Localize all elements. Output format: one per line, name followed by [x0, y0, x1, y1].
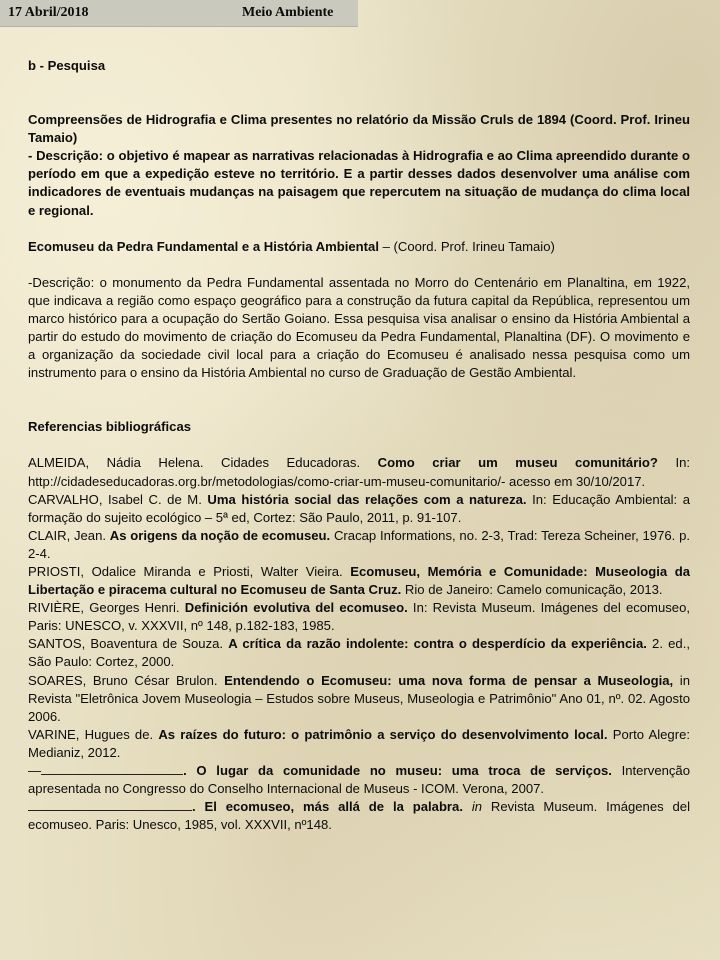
page-header	[0, 0, 358, 27]
reference-title: As origens da noção de ecomuseu.	[109, 527, 331, 543]
reference-title: Definición evolutiva del ecomuseo.	[184, 600, 408, 616]
reference-title: . El ecomuseo, más allá de la palabra.	[192, 799, 463, 815]
reference-title: A crítica da razão indolente: contra o desperdício da experiência.	[228, 636, 647, 652]
pesquisa-heading: b - Pesquisa	[28, 58, 106, 73]
reference-item	[28, 762, 690, 798]
article-body	[28, 57, 690, 834]
reference-title: As raízes do futuro: o patrimônio a serviço do desenvolvimento local.	[158, 726, 608, 742]
reference-item	[28, 454, 690, 490]
reference-rest: In: Educação Ambiental: a formação do sujeito ecológico – 5ª ed, Cortez: São Paulo, 2011, p. 91-107.	[28, 491, 691, 525]
reference-author: SANTOS, Boaventura de Souza.	[28, 636, 229, 652]
reference-title: Ecomuseu, Memória e Comunidade: Museologia da Libertação e piracema cultural no Ecomuseu de Santa Cruz.	[28, 563, 690, 598]
project1-description: - Descrição: o objetivo é mapear as narrativas relacionadas à Hidrografia e ao Clima apreendido durante o período em que a expedição esteve no território. E a partir desses dados desenvolver uma análise com indicadores de eventuais mudanças na paisagem que repercutem na situação de mudança do clima local e regional.	[28, 148, 690, 218]
reference-item	[28, 726, 690, 762]
reference-title: Como criar um museu comunitário?	[377, 455, 658, 471]
reference-author: ALMEIDA, Nádia Helena. Cidades Educadoras.	[28, 455, 378, 471]
reference-rest: Intervenção apresentada no Congresso do Conselho Internacional de Museus - ICOM. Verona, 2007.	[28, 763, 690, 797]
reference-author: RIVIÈRE, Georges Henri.	[28, 600, 185, 616]
project2-description: -Descrição: o monumento da Pedra Fundamental assentada no Morro do Centenário em Planaltina, em 1922, que indicava a região como espaço geográfico para a construção da futura capital da República, representou um marco histórico para a ocupação do Sertão Goiano. Essa pesquisa visa analisar o ensino da História Ambiental a partir do estudo do movimento de criação do Ecomuseu da Pedra Fundamental, Planaltina (DF). O movimento e a organização da sociedade civil local para a criação do Ecomuseu é analisado nessa pesquisa como um instrumento para o ensino da História Ambiental no curso de Graduação de Gestão Ambiental.	[28, 274, 690, 381]
reference-rest: in Revista "Eletrônica Jovem Museologia – Estudos sobre Museus, Museologia e Patrimônio" Ano 01, nº. 02. Agosto 2006.	[28, 672, 690, 724]
reference-rest: Cracap Informations, no. 2-3, Trad: Tereza Scheiner, 1976. p. 2-4.	[28, 527, 690, 561]
reference-title: Uma história social das relações com a natureza.	[207, 491, 527, 507]
reference-author: PRIOSTI, Odalice Miranda e Priosti, Walter Vieira.	[28, 563, 351, 579]
reference-item	[28, 527, 690, 563]
reference-author: VARINE, Hugues de.	[28, 726, 159, 742]
reference-rest: Revista Museum. Imágenes del ecomuseo. Paris: Unesco, 1985, vol. XXXVII, nº148.	[28, 799, 690, 833]
ditto-dash: —	[28, 763, 42, 778]
ditto-blank	[41, 762, 183, 775]
reference-item	[28, 599, 690, 635]
reference-item	[28, 563, 690, 599]
issue-date: 17 Abril/2018	[8, 5, 89, 20]
reference-rest: Rio de Janeiro: Camelo comunicação, 2013.	[401, 582, 663, 598]
reference-rest: Porto Alegre: Medianiz, 2012.	[28, 726, 690, 760]
reference-item	[28, 635, 690, 671]
project2-coord: – (Coord. Prof. Irineu Tamaio)	[378, 238, 555, 254]
reference-item	[28, 491, 690, 527]
ditto-blank	[28, 798, 192, 811]
reference-title: Entendendo o Ecomuseu: uma nova forma de pensar a Museologia,	[224, 672, 674, 688]
reference-item	[28, 672, 690, 726]
reference-author: CLAIR, Jean.	[28, 527, 110, 543]
project1-title: Compreensões de Hidrografia e Clima presentes no relatório da Missão Cruls de 1894 (Coord. Prof. Irineu Tamaio)	[28, 112, 690, 146]
project2-heading	[28, 238, 690, 256]
reference-rest: In: Revista Museum. Imágenes del ecomuseo, Paris: UNESCO, v. XXXVII, nº 148, p.182-183, 1985.	[28, 600, 690, 634]
section-name: Meio Ambiente	[242, 5, 334, 20]
reference-rest: In: http://cidadeseducadoras.org.br/metodologias/como-criar-um-museu-comunitario/- acesso em 30/10/2017.	[28, 455, 691, 489]
project2-title: Ecomuseu da Pedra Fundamental e a História Ambiental	[28, 238, 379, 254]
reference-author: SOARES, Bruno César Brulon.	[28, 672, 225, 688]
reference-title: . O lugar da comunidade no museu: uma troca de serviços.	[183, 763, 612, 778]
reference-author: CARVALHO, Isabel C. de M.	[28, 491, 208, 507]
reference-list	[28, 454, 690, 762]
reference-item	[28, 798, 690, 834]
references-heading: Referencias bibliográficas	[28, 419, 192, 435]
reference-rest: 2. ed., São Paulo: Cortez, 2000.	[28, 636, 690, 670]
reference-in: in	[471, 799, 483, 815]
